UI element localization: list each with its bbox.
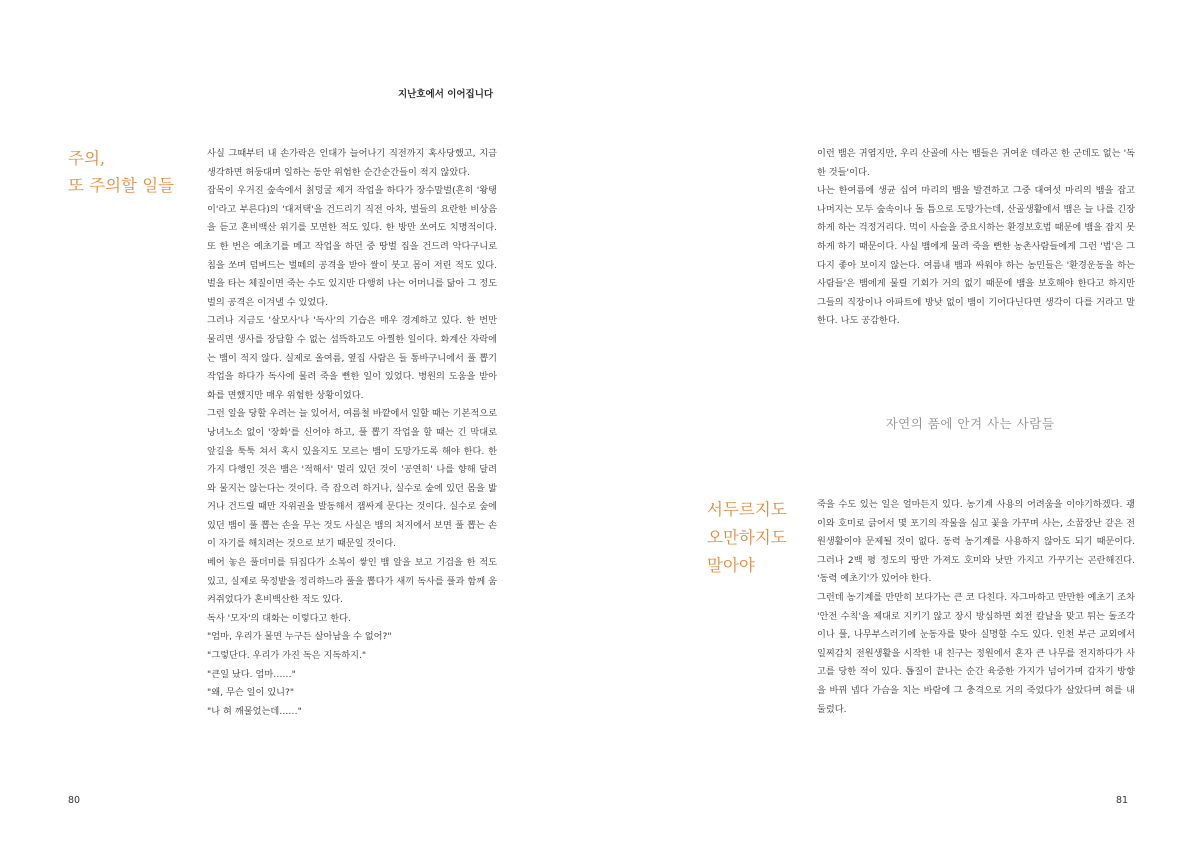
paragraph: 잡목이 우거진 숲속에서 칡덩굴 제거 작업을 하다가 장수말벌(흔히 '왕탱이'라고 부른다)의 '대저택'을 건드리기 직전 아차, 벌들의 요란한 비상음을 듣고 혼비백산 위기를 모면한 적도 있다. 한 방만 쏘여도 치명적이다. 또 한 번은 예초기를 메고 작업을 하던 중 땅벌 집을 건드려 악다구니로 침을 쏘며 덤벼드는 벌떼의 공격을 받아 쌀이 붓고 몸이 저린 적도 있다. 벌을 타는 체질이면 죽는 수도 있지만 다행히 나는 어머니를 닮아 그 정도 벌의 공격은 이겨낼 수 있었다. <box>207 185 497 308</box>
dialogue-line: "그렇단다. 우리가 가진 독은 지독하지." <box>207 650 367 662</box>
dialogue-line: "왜, 무슨 일이 있니?" <box>207 687 295 699</box>
left-subhead-line: 주의, <box>68 149 106 168</box>
right-body-column-top <box>817 145 1135 331</box>
section-title: 자연의 품에 안겨 사는 사람들 <box>885 416 1055 431</box>
page-number-right: 81 <box>1116 795 1129 806</box>
right-subhead-line: 말아야 <box>707 556 755 575</box>
dialogue-line: "큰일 났다. 엄마……" <box>207 668 296 680</box>
continued-label: 지난호에서 이어집니다 <box>398 89 494 100</box>
right-body-column-bottom <box>817 496 1135 719</box>
paragraph: 나는 한여름에 생균 십여 마리의 뱀을 발견하고 그중 대여섯 마리의 뱀을 잡고 나머지는 모두 숲속이나 돌 틈으로 도망가는데, 산골생활에서 뱀은 늘 나를 긴장하게 하는 걱정거리다. 먹이 사슬을 중요시하는 환경보호법 때문에 뱀을 잡지 못하게 하기 때문이다. 사실 뱀에게 물려 죽을 뻔한 농촌사람들에게 그런 '법'은 그다지 좋아 보이지 않는다. 여름내 뱀과 싸워야 하는 농민들은 '환경운동을 하는 사람들'은 뱀에게 물릴 기회가 거의 없기 때문에 뱀을 보호해야 한다고 하지만 그들의 직장이나 아파트에 방낮 없이 뱀이 기어다닌다면 생각이 다를 거라고 말한다. 나도 공감한다. <box>817 185 1135 327</box>
page-number-left: 80 <box>68 795 81 806</box>
paragraph: 죽을 수도 있는 일은 얼마든지 있다. 농기계 사용의 어려움을 이야기하겠다. 괭이와 호미로 긁어서 몇 포기의 작물을 심고 꽃을 가꾸며 사는, 소꿉장난 같은 전원생활이야 문제될 것이 없다. 동력 농기계를 사용하지 않아도 되기 때문이다. 그러나 2백 평 정도의 땅만 가져도 호미와 낫만 가지고 가꾸기는 곤란해진다. '동력 예초기'가 있어야 한다. <box>817 499 1135 585</box>
left-body-column <box>207 145 497 721</box>
left-subhead <box>68 145 174 199</box>
dialogue-line: "나 혀 깨물었는데……" <box>207 705 302 717</box>
right-subhead-line: 서두르지도 <box>707 500 787 519</box>
paragraph: 그런 일을 당할 우려는 늘 있어서, 여름철 바깥에서 일할 때는 기본적으로 낭녀노소 없이 '장화'를 신어야 하고, 풀 뽑기 작업을 할 때는 긴 막대로 앞길을 툭툭 쳐서 혹시 있을지도 모르는 뱀이 도망가도록 해야 한다. 한 가지 다행인 것은 뱀은 '적해서' 멀리 있던 것이 '공연히' 나를 향해 달려와 물지는 않는다는 것이다. 즉 잡으려 하거나, 실수로 숲에 있던 몸을 밟거나 건드릴 때만 자위권을 발동해서 잽싸게 문다는 것이다. 실수로 숲에 있던 뱀이 풀 뽑는 손을 무는 것도 사실은 뱀의 처지에서 보면 풀 뽑는 손이 자기를 해치려는 것으로 보기 때문일 것이다. <box>207 408 497 550</box>
paragraph: 그러나 지금도 '살모사'나 '독사'의 기습은 매우 경계하고 있다. 한 번만 물리면 생사를 장담할 수 없는 섬뜩하고도 아찔한 일이다. 화계산 자락에는 뱀이 적지 않다. 실제로 올여름, 옆집 사람은 들 통바구니에서 풀 뽑기 작업을 하다가 독사에 물려 죽을 뻔한 일이 있었다. 병원의 도움을 받아 화를 면했지만 매우 위험한 상황이었다. <box>207 315 497 401</box>
paragraph: 이런 뱀은 귀엽지만, 우리 산골에 사는 뱀들은 귀여운 데라곤 한 군데도 없는 '독한 것들'이다. <box>817 148 1135 178</box>
dialogue-line: "엄마, 우리가 물면 누구든 살아남을 수 없어?" <box>207 631 392 643</box>
paragraph: 그런데 농기계를 만만히 보다가는 큰 코 다친다. 자그마하고 만만한 예초기 조차 '안전 수칙'을 제대로 지키기 않고 장시 방심하면 회전 칼날을 맞고 튀는 돌조각이나 풀, 나무부스러기에 눈동자를 맞아 실명할 수도 있다. 인천 부근 교외에서 일찌감치 전원생활을 시작한 내 친구는 정원에서 혼자 큰 나무를 전지하다가 사고를 당한 적이 있다. 톱질이 끝나는 순간 육중한 가지가 넘어가며 갑자기 방향을 바꿔 넵다 가슴을 치는 바람에 그 충격으로 거의 죽었다가 살았다며 혀를 내둘렀다. <box>817 591 1135 715</box>
paragraph: 베어 놓은 풀더미를 뒤집다가 소복이 쌓인 뱀 알을 보고 기겁을 한 적도 있고, 실제로 묵정밭을 정리하느라 풀을 뽑다가 새끼 독사를 풀과 함께 움켜쥐었다가 혼비백산한 적도 있다. <box>207 557 497 606</box>
left-subhead-line: 또 주의할 일들 <box>68 176 175 195</box>
paragraph: 사실 그때부터 내 손가락은 인대가 늘어나기 직전까지 혹사당했고, 지금 생각하면 허둥대며 일하는 동안 위험한 순간순간들이 적지 않았다. <box>207 148 497 178</box>
right-subhead <box>707 496 787 580</box>
right-subhead-line: 오만하지도 <box>707 528 787 547</box>
paragraph: 독사 '모자'의 대화는 이렇다고 한다. <box>207 612 351 624</box>
